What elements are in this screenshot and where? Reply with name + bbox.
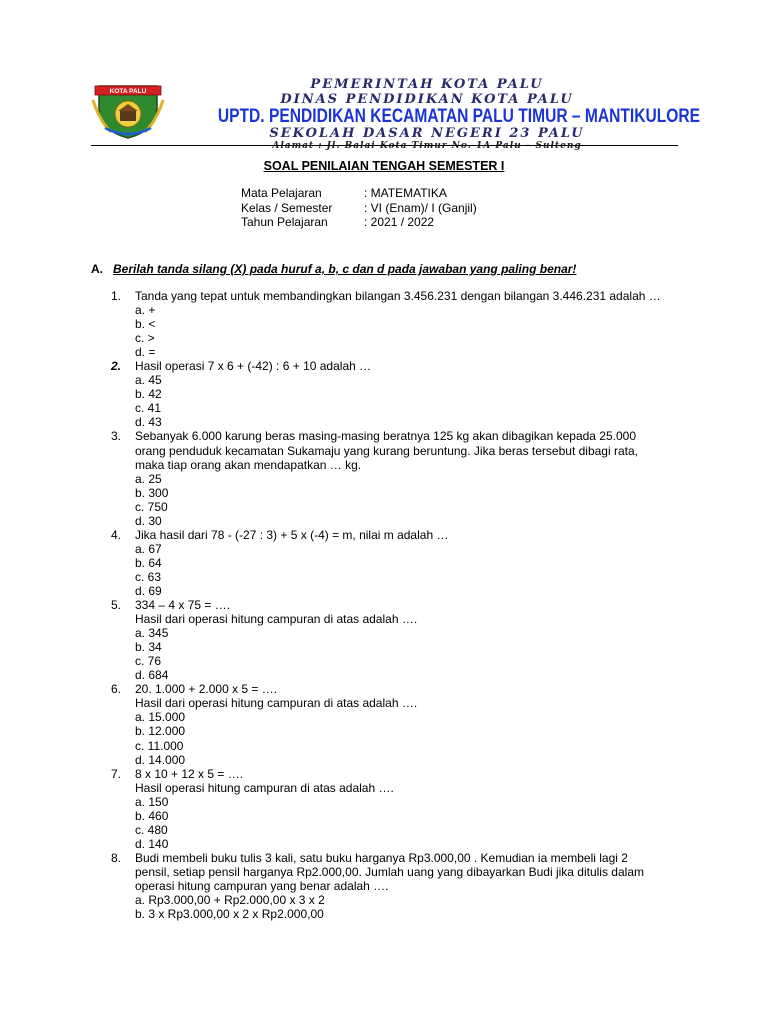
question-number: 4.	[111, 527, 122, 542]
question-text: 8 x 10 + 12 x 5 = ….	[135, 766, 244, 781]
answer-option: b. 460	[135, 808, 169, 823]
question-number: 3.	[111, 429, 122, 444]
meta-value: : 2021 / 2022	[364, 215, 435, 230]
question-text: Hasil operasi 7 x 6 + (-42) : 6 + 10 adalah …	[135, 359, 372, 374]
letterhead-uptd: UPTD. PENDIDIKAN KECAMATAN PALU TIMUR – MANTIKULORE	[217, 106, 701, 127]
question-text: Budi membeli buku tulis 3 kali, satu buku harganya Rp3.000,00 . Kemudian ia membeli lagi 2	[135, 850, 628, 865]
meta-row-subject	[241, 186, 477, 201]
answer-option: b. 300	[135, 485, 169, 500]
question-item	[111, 767, 701, 851]
answer-option: a. 150	[135, 794, 169, 809]
letterhead-school: SEKOLAH DASAR NEGERI 23 PALU	[269, 126, 585, 141]
answer-option: c. 76	[135, 654, 162, 669]
meta-row-class	[241, 201, 477, 216]
answer-option: b. 12.000	[135, 724, 186, 739]
question-text: 334 – 4 x 75 = ….	[135, 598, 231, 613]
question-item	[111, 598, 701, 682]
question-text: orang penduduk kecamatan Sukamaju yang kurang beruntung. Jika beras tersebut dibagi rata,	[135, 443, 638, 458]
question-text: 20. 1.000 + 2.000 x 5 = ….	[135, 682, 278, 697]
answer-option: c. 750	[135, 499, 168, 514]
meta-label: Kelas / Semester	[241, 200, 333, 215]
answer-option: a. 25	[135, 471, 162, 486]
answer-option: a. +	[135, 303, 156, 318]
answer-option: b. 42	[135, 387, 162, 402]
answer-option: b. 34	[135, 640, 162, 655]
exam-title: SOAL PENILAIAN TENGAH SEMESTER I	[263, 159, 505, 173]
answer-option: d. =	[135, 345, 156, 360]
question-text: Hasil dari operasi hitung campuran di atas adalah ….	[135, 696, 418, 711]
answer-option: c. 480	[135, 822, 168, 837]
meta-value: : VI (Enam)/ I (Ganjil)	[364, 200, 477, 215]
question-number: 7.	[111, 766, 122, 781]
meta-value: : MATEMATIKA	[364, 186, 447, 200]
answer-option: c. >	[135, 331, 155, 346]
question-text: operasi hitung campuran yang benar adalah ….	[135, 878, 389, 893]
logo-text: KOTA PALU	[109, 88, 147, 96]
question-item	[111, 289, 701, 359]
answer-option: b. 64	[135, 555, 162, 570]
section-label: A.	[91, 262, 103, 276]
answer-option: b. 3 x Rp3.000,00 x 2 x Rp2.000,00	[135, 907, 324, 922]
answer-option: b. <	[135, 317, 156, 332]
kota-palu-emblem-icon	[91, 80, 165, 140]
question-text: Jika hasil dari 78 - (-27 : 3) + 5 x (-4) = m, nilai m adalah …	[135, 527, 449, 542]
exam-meta	[241, 186, 477, 230]
question-number: 1.	[111, 289, 122, 303]
question-item	[111, 851, 701, 921]
question-number: 8.	[111, 850, 122, 865]
question-text: Hasil operasi hitung campuran di atas adalah ….	[135, 780, 394, 795]
meta-row-year	[241, 215, 477, 230]
question-item	[111, 528, 701, 598]
answer-option: d. 30	[135, 513, 162, 528]
answer-option: d. 140	[135, 836, 169, 851]
answer-option: a. 345	[135, 626, 169, 641]
answer-option: a. Rp3.000,00 + Rp2.000,00 x 3 x 2	[135, 893, 325, 908]
question-item	[111, 359, 701, 429]
answer-option: d. 684	[135, 668, 169, 683]
letterhead-government: PEMERINTAH KOTA PALU	[310, 77, 544, 92]
question-text: Tanda yang tepat untuk membandingkan bilangan 3.456.231 dengan bilangan 3.446.231 adalah …	[135, 289, 661, 303]
question-number: 6.	[111, 682, 122, 697]
letterhead-address: Alamat : Jl. Balai Kota Timur No. 1A Palu – Sulteng	[272, 141, 582, 151]
letterhead-divider	[91, 145, 678, 146]
answer-option: c. 41	[135, 401, 162, 416]
question-list	[111, 289, 701, 921]
section-instruction: Berilah tanda silang (X) pada huruf a, b, c dan d pada jawaban yang paling benar!	[113, 262, 577, 276]
question-number: 5.	[111, 598, 122, 613]
question-text: Hasil dari operasi hitung campuran di atas adalah ….	[135, 612, 418, 627]
answer-option: d. 69	[135, 583, 162, 598]
answer-option: c. 11.000	[135, 738, 184, 753]
answer-option: d. 43	[135, 415, 162, 430]
question-text: Sebanyak 6.000 karung beras masing-masing beratnya 125 kg akan dibagikan kepada 25.000	[135, 429, 637, 444]
answer-option: a. 15.000	[135, 710, 186, 725]
question-number: 2.	[111, 359, 122, 374]
question-item	[111, 682, 701, 766]
meta-label: Tahun Pelajaran	[241, 215, 328, 230]
question-text: pensil, setiap pensil harganya Rp2.000,00. Jumlah uang yang dibayarkan Budi jika ditulis dalam	[135, 864, 644, 879]
question-item	[111, 429, 701, 527]
meta-label: Mata Pelajaran	[241, 186, 322, 200]
letterhead-department: DINAS PENDIDIKAN KOTA PALU	[280, 92, 574, 107]
answer-option: d. 14.000	[135, 752, 186, 767]
answer-option: c. 63	[135, 569, 162, 584]
letterhead	[172, 77, 701, 151]
answer-option: a. 67	[135, 541, 162, 556]
answer-option: a. 45	[135, 373, 162, 388]
section-a-heading	[91, 262, 576, 276]
question-text: maka tiap orang akan mendapatkan … kg.	[135, 457, 362, 472]
